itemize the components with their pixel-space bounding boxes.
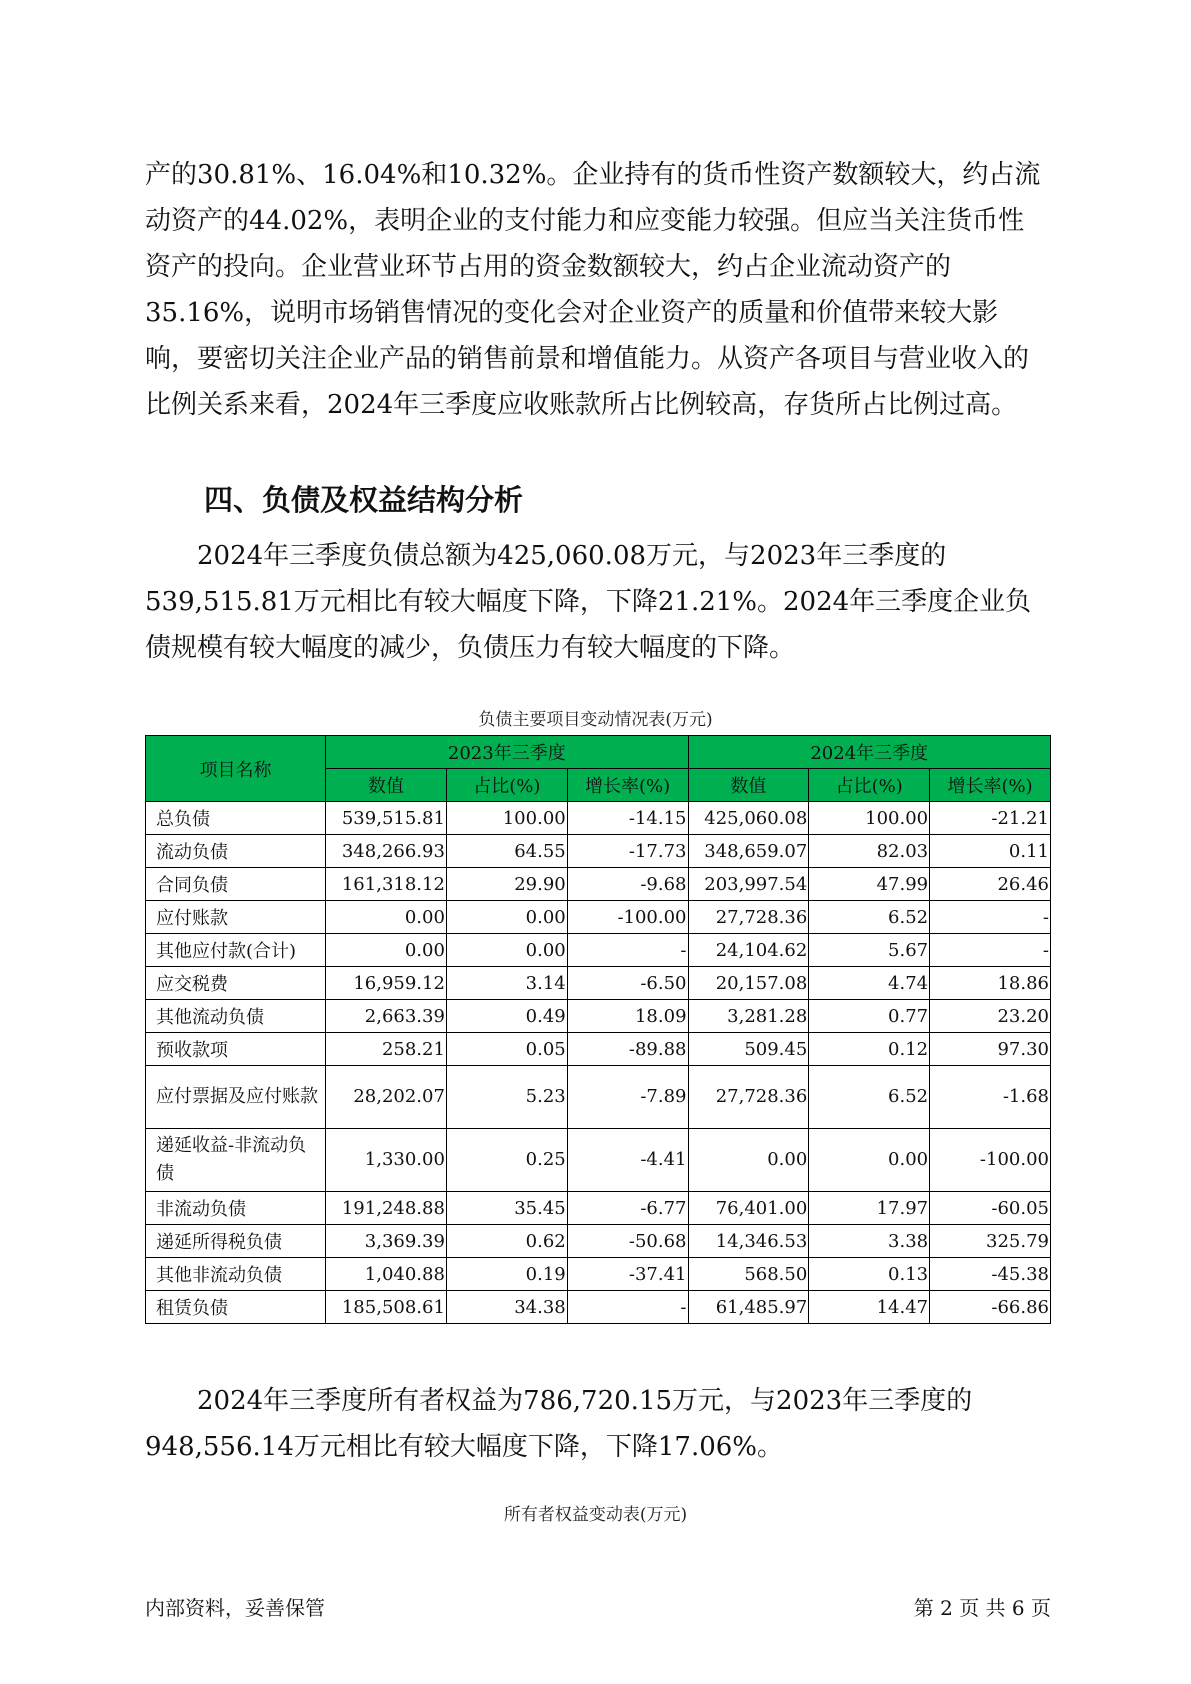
row-item-name: 应付账款 [146,901,326,934]
row-item-name: 预收款项 [146,1033,326,1066]
row-value-cell: 185,508.61 [326,1291,447,1324]
row-value-cell: 17.97 [809,1192,930,1225]
table-row [146,802,1051,835]
row-value-cell: -14.15 [567,802,688,835]
row-value-cell: 47.99 [809,868,930,901]
row-value-cell: 3.14 [446,967,567,1000]
row-value-cell: 0.19 [446,1258,567,1291]
table-caption: 负债主要项目变动情况表(万元) [478,710,713,730]
header-col-growth-2023: 增长率(%) [567,769,688,802]
row-value-cell: 0.49 [446,1000,567,1033]
row-value-cell: 6.52 [809,901,930,934]
row-value-cell: 0.00 [809,1129,930,1192]
header-item-name: 项目名称 [146,736,326,802]
row-value-cell: 61,485.97 [688,1291,809,1324]
row-value-cell: 5.67 [809,934,930,967]
row-value-cell: 0.00 [326,901,447,934]
row-value-cell: 26.46 [930,868,1051,901]
row-value-cell: 348,659.07 [688,835,809,868]
row-value-cell: 509.45 [688,1033,809,1066]
row-value-cell: 258.21 [326,1033,447,1066]
row-item-name: 总负债 [146,802,326,835]
row-value-cell: 0.25 [446,1129,567,1192]
row-value-cell: -17.73 [567,835,688,868]
row-value-cell: 0.00 [326,934,447,967]
row-value-cell: 97.30 [930,1033,1051,1066]
table-row [146,835,1051,868]
row-value-cell: -50.68 [567,1225,688,1258]
row-value-cell: -89.88 [567,1033,688,1066]
row-item-name: 合同负债 [146,868,326,901]
row-value-cell: - [567,934,688,967]
row-value-cell: 539,515.81 [326,802,447,835]
row-value-cell: 16,959.12 [326,967,447,1000]
row-value-cell: 27,728.36 [688,901,809,934]
row-value-cell: -6.50 [567,967,688,1000]
footer-confidential-note: 内部资料，妥善保管 [145,1596,325,1620]
row-value-cell: -1.68 [930,1066,1051,1129]
row-value-cell: 18.86 [930,967,1051,1000]
row-value-cell: -37.41 [567,1258,688,1291]
body-paragraph-debt: 2024年三季度负债总额为425,060.08万元，与2023年三季度的539,515.81万元相比有较大幅度下降，下降21.21%。2024年三季度企业负债规模有较大幅度的减少，负债压力有较大幅度的下降。 [145,541,1032,663]
row-value-cell: 568.50 [688,1258,809,1291]
row-value-cell: -100.00 [930,1129,1051,1192]
body-paragraph-assets: 产的30.81%、16.04%和10.32%。企业持有的货币性资产数额较大，约占流动资产的44.02%，表明企业的支付能力和应变能力较强。但应当关注货币性资产的投向。企业营业环节占用的资金数额较大，约占企业流动资产的35.16%，说明市场销售情况的变化会对企业资产的质量和价值带来较大影响，要密切关注企业产品的销售前景和增值能力。从资产各项目与营业收入的比例关系来看，2024年三季度应收账款所占比例较高，存货所占比例过高。 [145,160,1041,420]
row-value-cell: -21.21 [930,802,1051,835]
table-row [146,1066,1051,1129]
table-row [146,1129,1051,1192]
row-value-cell: 34.38 [446,1291,567,1324]
row-value-cell: 5.23 [446,1066,567,1129]
section-heading: 四、负债及权益结构分析 [204,483,524,517]
row-item-name: 流动负债 [146,835,326,868]
row-value-cell: 325.79 [930,1225,1051,1258]
row-value-cell: 76,401.00 [688,1192,809,1225]
row-value-cell: 0.12 [809,1033,930,1066]
row-value-cell: 1,040.88 [326,1258,447,1291]
row-value-cell: -6.77 [567,1192,688,1225]
footer-page-number: 第 2 页 共 6 页 [913,1596,1051,1620]
row-value-cell: 0.13 [809,1258,930,1291]
table-row [146,868,1051,901]
header-col-value-2023: 数值 [326,769,447,802]
row-value-cell: 29.90 [446,868,567,901]
row-value-cell: 35.45 [446,1192,567,1225]
row-value-cell: -9.68 [567,868,688,901]
table-row [146,901,1051,934]
table-header-row-1 [146,736,1051,769]
row-value-cell: 3,281.28 [688,1000,809,1033]
row-value-cell: 4.74 [809,967,930,1000]
header-col-share-2024: 占比(%) [809,769,930,802]
table-row [146,1000,1051,1033]
row-value-cell: 18.09 [567,1000,688,1033]
body-paragraph-equity: 2024年三季度所有者权益为786,720.15万元，与2023年三季度的948,556.14万元相比有较大幅度下降，下降17.06%。 [145,1386,973,1462]
table-row [146,1192,1051,1225]
row-value-cell: 0.05 [446,1033,567,1066]
equity-table-caption: 所有者权益变动表(万元) [503,1505,688,1525]
row-value-cell: 14.47 [809,1291,930,1324]
row-value-cell: - [930,934,1051,967]
row-value-cell: 3,369.39 [326,1225,447,1258]
row-item-name: 非流动负债 [146,1192,326,1225]
table-row [146,1033,1051,1066]
row-value-cell: 6.52 [809,1066,930,1129]
row-value-cell: 348,266.93 [326,835,447,868]
row-value-cell: 27,728.36 [688,1066,809,1129]
row-value-cell: 28,202.07 [326,1066,447,1129]
row-value-cell: -60.05 [930,1192,1051,1225]
row-value-cell: 203,997.54 [688,868,809,901]
row-value-cell: 82.03 [809,835,930,868]
row-value-cell: -66.86 [930,1291,1051,1324]
row-value-cell: 24,104.62 [688,934,809,967]
row-value-cell: 3.38 [809,1225,930,1258]
row-value-cell: 161,318.12 [326,868,447,901]
header-col-value-2024: 数值 [688,769,809,802]
row-value-cell: 191,248.88 [326,1192,447,1225]
row-value-cell: -7.89 [567,1066,688,1129]
row-item-name: 租赁负债 [146,1291,326,1324]
row-item-name: 递延所得税负债 [146,1225,326,1258]
row-value-cell: 100.00 [446,802,567,835]
row-value-cell: - [567,1291,688,1324]
row-value-cell: 2,663.39 [326,1000,447,1033]
row-item-name: 应交税费 [146,967,326,1000]
row-value-cell: 0.00 [446,901,567,934]
header-col-growth-2024: 增长率(%) [930,769,1051,802]
row-item-name: 应付票据及应付账款 [146,1066,326,1129]
row-value-cell: 0.11 [930,835,1051,868]
row-value-cell: 14,346.53 [688,1225,809,1258]
row-item-name: 其他应付款(合计) [146,934,326,967]
row-value-cell: 425,060.08 [688,802,809,835]
table-row [146,934,1051,967]
row-value-cell: 23.20 [930,1000,1051,1033]
row-value-cell: 100.00 [809,802,930,835]
row-value-cell: 0.00 [688,1129,809,1192]
row-value-cell: 64.55 [446,835,567,868]
header-year-2023: 2023年三季度 [326,736,688,769]
row-value-cell: -45.38 [930,1258,1051,1291]
table-row [146,1291,1051,1324]
header-col-share-2023: 占比(%) [446,769,567,802]
row-item-name: 递延收益-非流动负债 [146,1129,326,1192]
table-body [146,802,1051,1324]
row-value-cell: 1,330.00 [326,1129,447,1192]
table-row [146,1258,1051,1291]
row-value-cell: 0.00 [446,934,567,967]
row-item-name: 其他流动负债 [146,1000,326,1033]
row-value-cell: 0.77 [809,1000,930,1033]
row-value-cell: -100.00 [567,901,688,934]
table-row [146,967,1051,1000]
header-year-2024: 2024年三季度 [688,736,1050,769]
row-value-cell: 20,157.08 [688,967,809,1000]
debt-change-table [145,735,1051,1324]
table-row [146,1225,1051,1258]
row-item-name: 其他非流动负债 [146,1258,326,1291]
row-value-cell: - [930,901,1051,934]
row-value-cell: -4.41 [567,1129,688,1192]
row-value-cell: 0.62 [446,1225,567,1258]
